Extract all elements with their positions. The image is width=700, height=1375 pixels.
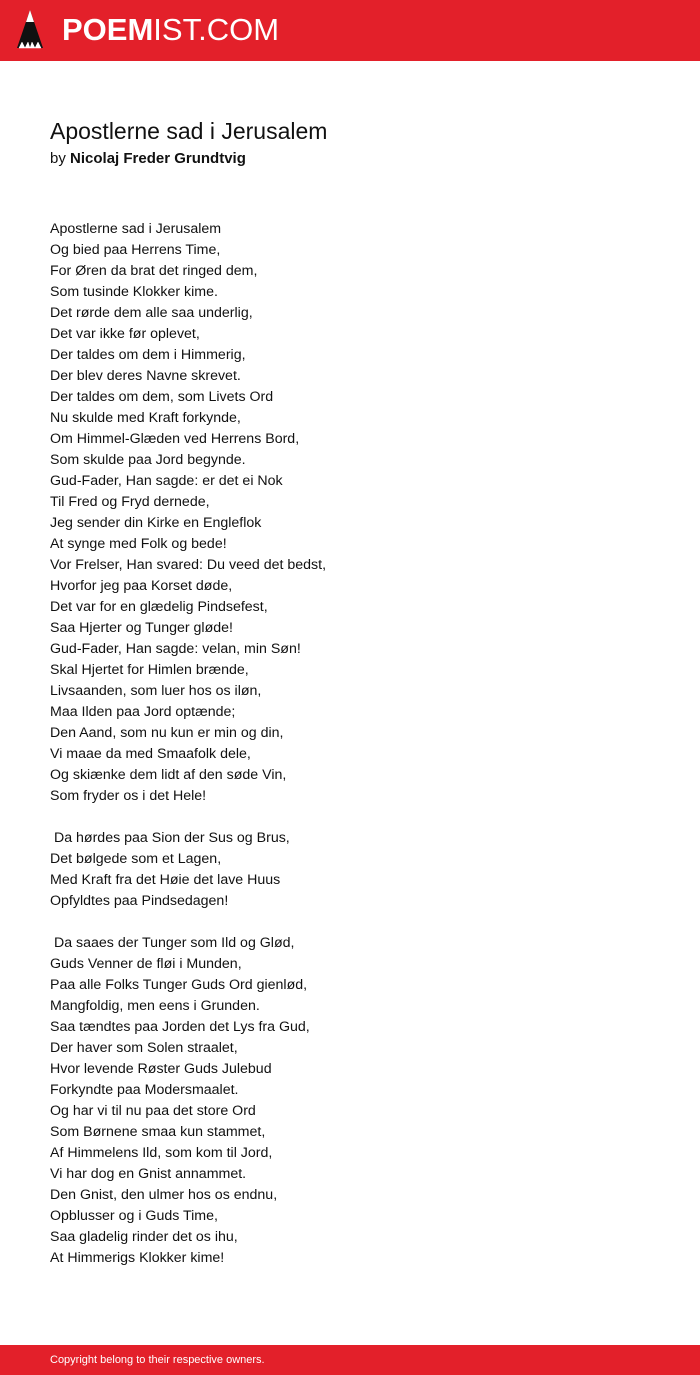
- poem-line: Det var ikke før oplevet,: [50, 326, 200, 342]
- poem-line: Da hørdes paa Sion der Sus og Brus,: [50, 830, 290, 846]
- poem-line: Der taldes om dem, som Livets Ord: [50, 389, 274, 405]
- poem-line: Den Gnist, den ulmer hos os endnu,: [50, 1187, 278, 1203]
- stanza-break: [50, 912, 650, 933]
- poem-line: Apostlerne sad i Jerusalem: [50, 221, 222, 237]
- poem-line: Guds Venner de fløi i Munden,: [50, 956, 242, 972]
- poem-line: Mangfoldig, men eens i Grunden.: [50, 998, 260, 1014]
- poem-line: Vor Frelser, Han svared: Du veed det bedst,: [50, 557, 327, 573]
- poem-line: Opfyldtes paa Pindsedagen!: [50, 893, 229, 909]
- poem-line: Maa Ilden paa Jord optænde;: [50, 704, 236, 720]
- site-header: [0, 0, 700, 61]
- poem-line: Paa alle Folks Tunger Guds Ord gienlød,: [50, 977, 308, 993]
- site-footer: [0, 1345, 700, 1375]
- poem-line: At Himmerigs Klokker kime!: [50, 1250, 225, 1266]
- poem-line: Og har vi til nu paa det store Ord: [50, 1103, 256, 1119]
- copyright-text: Copyright belong to their respective owners.: [50, 1354, 265, 1366]
- poem-line: Der taldes om dem i Himmerig,: [50, 347, 246, 363]
- poem-line: Med Kraft fra det Høie det lave Huus: [50, 872, 281, 888]
- poem-line: Det var for en glædelig Pindsefest,: [50, 599, 268, 615]
- poem-line: Det rørde dem alle saa underlig,: [50, 305, 253, 321]
- poem-line: Gud-Fader, Han sagde: velan, min Søn!: [50, 641, 301, 657]
- poem-line: Den Aand, som nu kun er min og din,: [50, 725, 284, 741]
- poem-line: Som tusinde Klokker kime.: [50, 284, 218, 300]
- poem-line: Om Himmel-Glæden ved Herrens Bord,: [50, 431, 300, 447]
- poem-line: Vi maae da med Smaafolk dele,: [50, 746, 251, 762]
- poem-line: At synge med Folk og bede!: [50, 536, 227, 552]
- poem-line: Der blev deres Navne skrevet.: [50, 368, 241, 384]
- poem-line: Og bied paa Herrens Time,: [50, 242, 221, 258]
- poem-line: Af Himmelens Ild, som kom til Jord,: [50, 1145, 273, 1161]
- logo-text-light: IST.COM: [153, 12, 280, 47]
- poem-line: Saa gladelig rinder det os ihu,: [50, 1229, 238, 1245]
- byline: [50, 149, 246, 169]
- poem-line: Hvorfor jeg paa Korset døde,: [50, 578, 233, 594]
- site-logo[interactable]: [62, 11, 279, 49]
- poem-line: Da saaes der Tunger som Ild og Glød,: [50, 935, 295, 951]
- poem-line: Som skulde paa Jord begynde.: [50, 452, 246, 468]
- poem-line: Som fryder os i det Hele!: [50, 788, 207, 804]
- poem-line: Skal Hjertet for Himlen brænde,: [50, 662, 249, 678]
- poem-line: Livsaanden, som luer hos os iløn,: [50, 683, 262, 699]
- poem-line: Saa Hjerter og Tunger gløde!: [50, 620, 233, 636]
- poem-title: Apostlerne sad i Jerusalem: [50, 118, 328, 144]
- poem-line: Forkyndte paa Modersmaalet.: [50, 1082, 239, 1098]
- poem-line: Hvor levende Røster Guds Julebud: [50, 1061, 272, 1077]
- poem-line: Opblusser og i Guds Time,: [50, 1208, 218, 1224]
- poem-line: Til Fred og Fryd dernede,: [50, 494, 210, 510]
- poem-line: Der haver som Solen straalet,: [50, 1040, 238, 1056]
- poem-line: Nu skulde med Kraft forkynde,: [50, 410, 241, 426]
- logo-text-bold: POEM: [62, 12, 154, 47]
- poem-line: Saa tændtes paa Jorden det Lys fra Gud,: [50, 1019, 310, 1035]
- poem-line: For Øren da brat det ringed dem,: [50, 263, 258, 279]
- poem-line: Gud-Fader, Han sagde: er det ei Nok: [50, 473, 283, 489]
- stanza-break: [50, 807, 650, 828]
- poem-body: [50, 219, 650, 1269]
- by-prefix: by: [50, 150, 66, 167]
- poem-line: Jeg sender din Kirke en Engleflok: [50, 515, 262, 531]
- author-name: Nicolaj Freder Grundtvig: [70, 150, 246, 167]
- poem-line: Som Børnene smaa kun stammet,: [50, 1124, 266, 1140]
- poem-line: Det bølgede som et Lagen,: [50, 851, 222, 867]
- poem-line: Og skiænke dem lidt af den søde Vin,: [50, 767, 287, 783]
- pencil-logo-icon[interactable]: [16, 10, 44, 52]
- poem-line: Vi har dog en Gnist annammet.: [50, 1166, 247, 1182]
